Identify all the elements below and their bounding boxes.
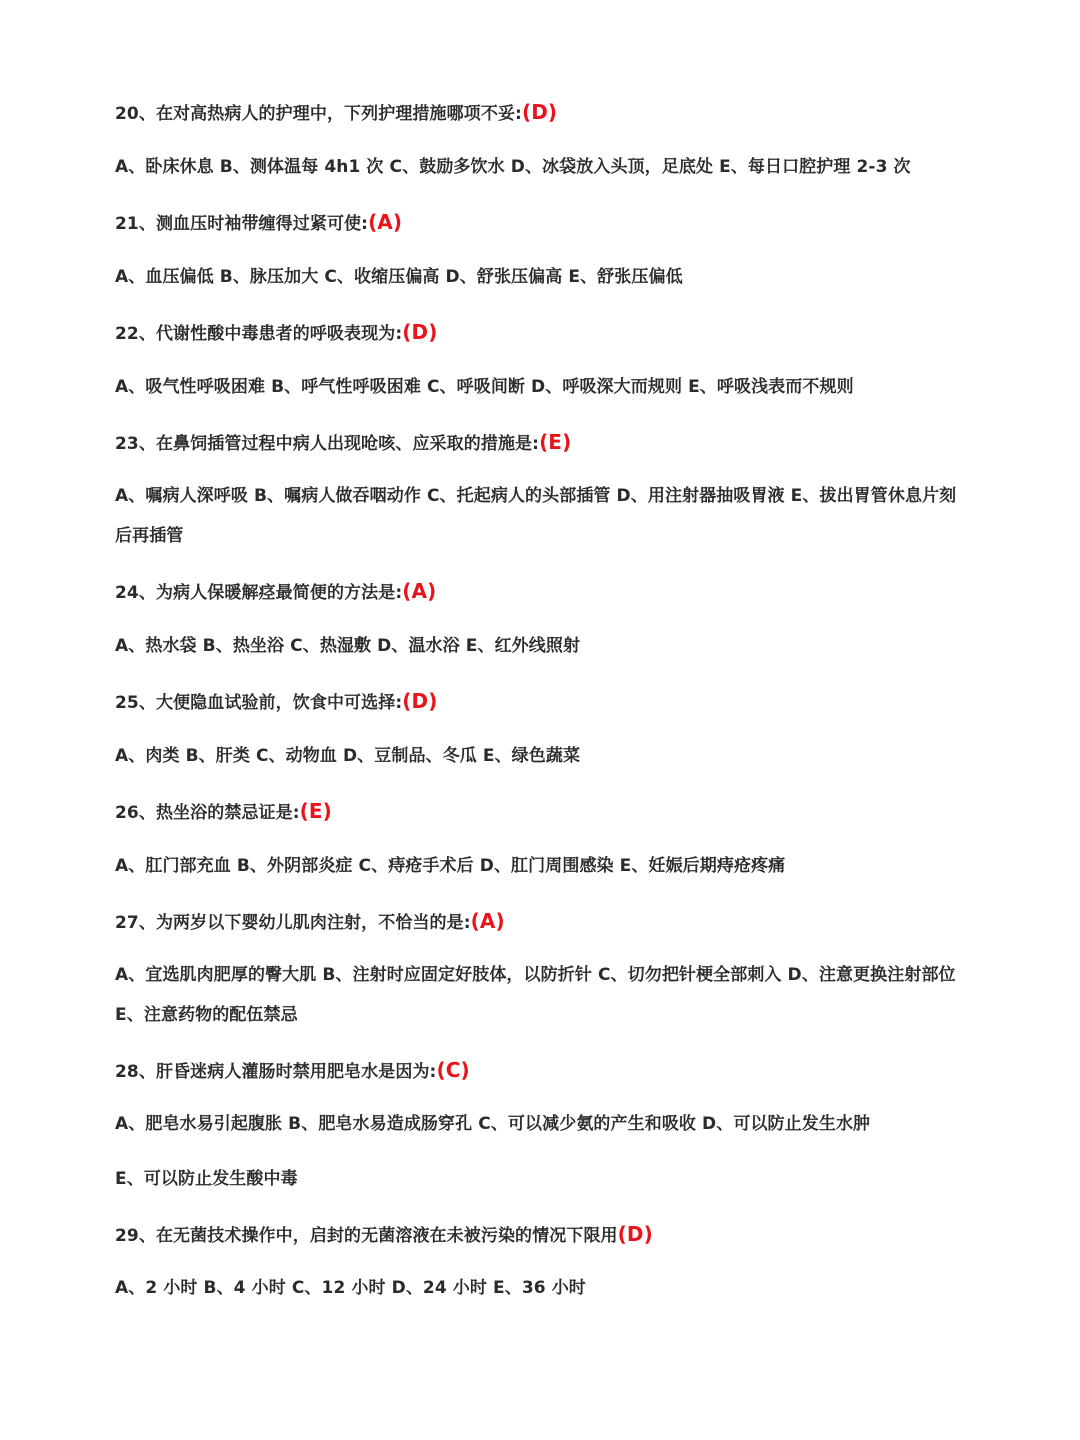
answer-key: (D) <box>617 1222 653 1246</box>
question-text: 21、测血压时袖带缠得过紧可使: <box>115 214 369 234</box>
question-text: 29、在无菌技术操作中，启封的无菌溶液在未被污染的情况下限用 <box>115 1226 618 1246</box>
answer-key: (E) <box>539 430 572 454</box>
options-23: A、嘱病人深呼吸 B、嘱病人做吞咽动作 C、托起病人的头部插管 D、用注射器抽吸胃液 E、拔出胃管休息片刻后再插管 <box>115 486 957 546</box>
options-29: A、2 小时 B、4 小时 C、12 小时 D、24 小时 E、36 小时 <box>115 1278 586 1298</box>
options-20: A、卧床休息 B、测体温每 4h1 次 C、鼓励多饮水 D、冰袋放入头顶，足底处 E、每日口腔护理 2-3 次 <box>115 157 911 177</box>
question-text: 22、代谢性酸中毒患者的呼吸表现为: <box>115 324 403 344</box>
answer-key: (A) <box>368 210 403 234</box>
question-26 <box>115 791 975 833</box>
options-21: A、血压偏低 B、脉压加大 C、收缩压偏高 D、舒张压偏高 E、舒张压偏低 <box>115 267 683 287</box>
options-25: A、肉类 B、肝类 C、动物血 D、豆制品、冬瓜 E、绿色蔬菜 <box>115 746 581 766</box>
answer-key: (A) <box>470 909 505 933</box>
answer-key: (D) <box>402 689 438 713</box>
options-22: A、吸气性呼吸困难 B、呼气性呼吸困难 C、呼吸间断 D、呼吸深大而规则 E、呼吸浅表而不规则 <box>115 377 854 397</box>
options-26: A、肛门部充血 B、外阴部炎症 C、痔疮手术后 D、肛门周围感染 E、妊娠后期痔疮疼痛 <box>115 856 786 876</box>
options-24: A、热水袋 B、热坐浴 C、热湿敷 D、温水浴 E、红外线照射 <box>115 636 581 656</box>
question-28 <box>115 1050 975 1092</box>
question-text: 25、大便隐血试验前，饮食中可选择: <box>115 693 403 713</box>
options-28: A、肥皂水易引起腹胀 B、肥皂水易造成肠穿孔 C、可以减少氨的产生和吸收 D、可以防止发生水肿 <box>115 1114 871 1134</box>
answer-key: (A) <box>402 579 437 603</box>
question-text: 28、肝昏迷病人灌肠时禁用肥皂水是因为: <box>115 1062 437 1082</box>
question-text: 20、在对高热病人的护理中，下列护理措施哪项不妥: <box>115 104 522 124</box>
question-25 <box>115 681 975 723</box>
question-text: 26、热坐浴的禁忌证是: <box>115 803 300 823</box>
answer-key: (D) <box>521 100 558 124</box>
answer-key: (E) <box>299 799 332 823</box>
question-20 <box>115 92 975 134</box>
question-22 <box>115 312 975 354</box>
question-24 <box>115 571 975 613</box>
options-28-continued: E、可以防止发生酸中毒 <box>115 1169 298 1189</box>
question-text: 27、为两岁以下婴幼儿肌肉注射，不恰当的是: <box>115 913 471 933</box>
answer-key: (D) <box>402 320 438 344</box>
question-23 <box>115 422 975 464</box>
options-27: A、宜选肌肉肥厚的臀大肌 B、注射时应固定好肢体，以防折针 C、切勿把针梗全部刺入 D、注意更换注射部位 E、注意药物的配伍禁忌 <box>115 965 956 1025</box>
question-27 <box>115 901 975 943</box>
question-21 <box>115 202 975 244</box>
question-text: 23、在鼻饲插管过程中病人出现呛咳、应采取的措施是: <box>115 434 540 454</box>
answer-key: (C) <box>436 1058 470 1082</box>
question-text: 24、为病人保暖解痉最简便的方法是: <box>115 583 403 603</box>
question-29 <box>115 1214 975 1256</box>
